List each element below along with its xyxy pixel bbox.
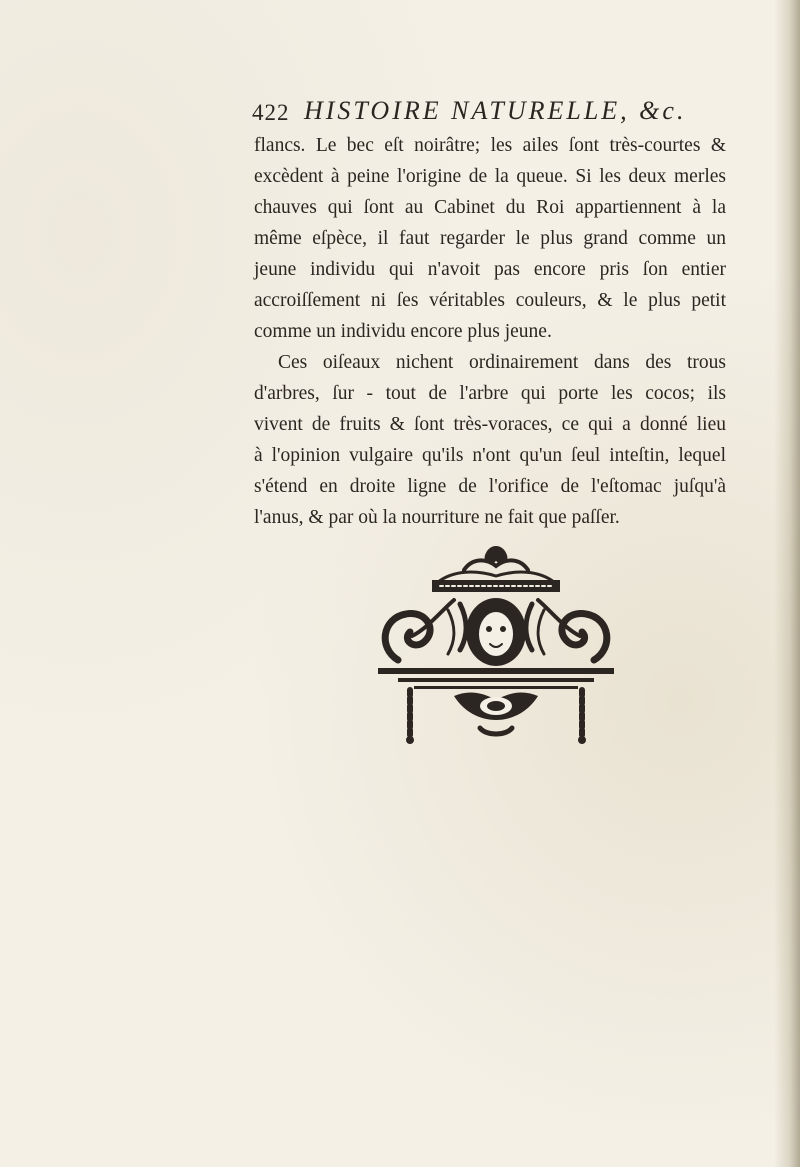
text-line: d'arbres, ſur - tout de l'arbre qui porte les cocos; ils: [254, 383, 726, 404]
body-text: [254, 130, 726, 533]
text-line: s'étend en droite ligne de l'orifice de l'eſtomac juſqu'à: [254, 476, 726, 497]
running-title: HISTOIRE NATURELLE, &c.: [304, 96, 687, 125]
running-head: [252, 96, 722, 130]
text-line: comme un individu encore plus jeune.: [254, 321, 552, 342]
cul-de-lampe-ornament: [368, 540, 624, 750]
text-line: à l'opinion vulgaire qu'ils n'ont qu'un ſeul inteſtin, lequel: [254, 445, 726, 466]
text-line: vivent de fruits & ſont très-voraces, ce qui a donné lieu: [254, 414, 726, 435]
text-line: même eſpèce, il faut regarder le plus grand comme un: [254, 228, 726, 249]
paragraph-start-line: Ces oiſeaux nichent ordinairement dans des trous: [278, 352, 726, 373]
text-line: accroiſſement ni ſes véritables couleurs, & le plus petit: [254, 290, 726, 311]
text-line: jeune individu qui n'avoit pas encore pris ſon entier: [254, 259, 726, 280]
text-line: excèdent à peine l'origine de la queue. Si les deux merles: [254, 166, 726, 187]
page-number: 422: [252, 100, 290, 125]
text-line: flancs. Le bec eſt noirâtre; les ailes ſont très-courtes &: [254, 135, 726, 156]
page-edge-shadow: [774, 0, 800, 1167]
text-line: chauves qui ſont au Cabinet du Roi appartiennent à la: [254, 197, 726, 218]
text-line: l'anus, & par où la nourriture ne fait que paſſer.: [254, 507, 620, 528]
